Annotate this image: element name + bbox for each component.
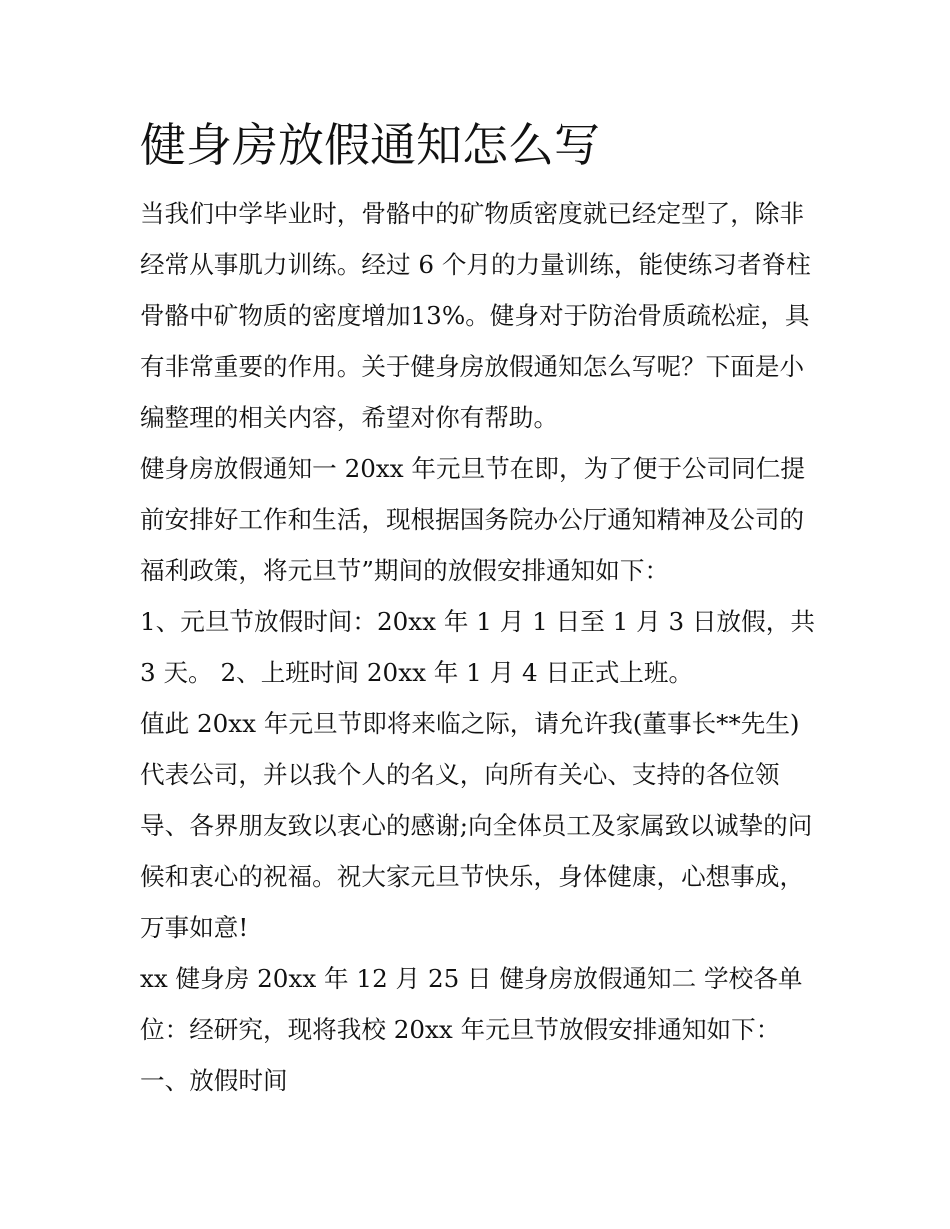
paragraph-notice-two: xx 健身房 20xx 年 12 月 25 日 健身房放假通知二 学校各单位：经研究，现将我校 20xx 年元旦节放假安排通知如下： 一、放假时间 (140, 964, 803, 1095)
document-page (140, 112, 820, 1106)
paragraph-holiday-time: 1、元旦节放假时间：20xx 年 1 月 1 日至 1 月 3 日放假，共 3 天。 2、上班时间 20xx 年 1 月 4 日正式上班。 (140, 607, 815, 687)
document-title: 健身房放假通知怎么写 (140, 118, 600, 172)
paragraph-notice-one: 健身房放假通知一 20xx 年元旦节在即，为了便于公司同仁提前安排好工作和生活，现根据国务院办公厅通知精神及公司的福利政策，将元旦节”期间的放假安排通知如下： (140, 454, 805, 585)
paragraph-greeting: 值此 20xx 年元旦节即将来临之际，请允许我(董事长**先生)代表公司，并以我个人的名义，向所有关心、支持的各位领导、各界朋友致以衷心的感谢;向全体员工及家属致以诚挚的问候和衷心的祝福。祝大家元旦节快乐，身体健康，心想事成，万事如意! (140, 709, 813, 942)
paragraph-intro: 当我们中学毕业时，骨骼中的矿物质密度就已经定型了，除非经常从事肌力训练。经过 6 个月的力量训练，能使练习者脊柱骨骼中矿物质的密度增加13%。健身对于防治骨质疏松症，具有非常重要的作用。关于健身房放假通知怎么写呢？下面是小编整理的相关内容，希望对你有帮助。 (140, 199, 811, 432)
